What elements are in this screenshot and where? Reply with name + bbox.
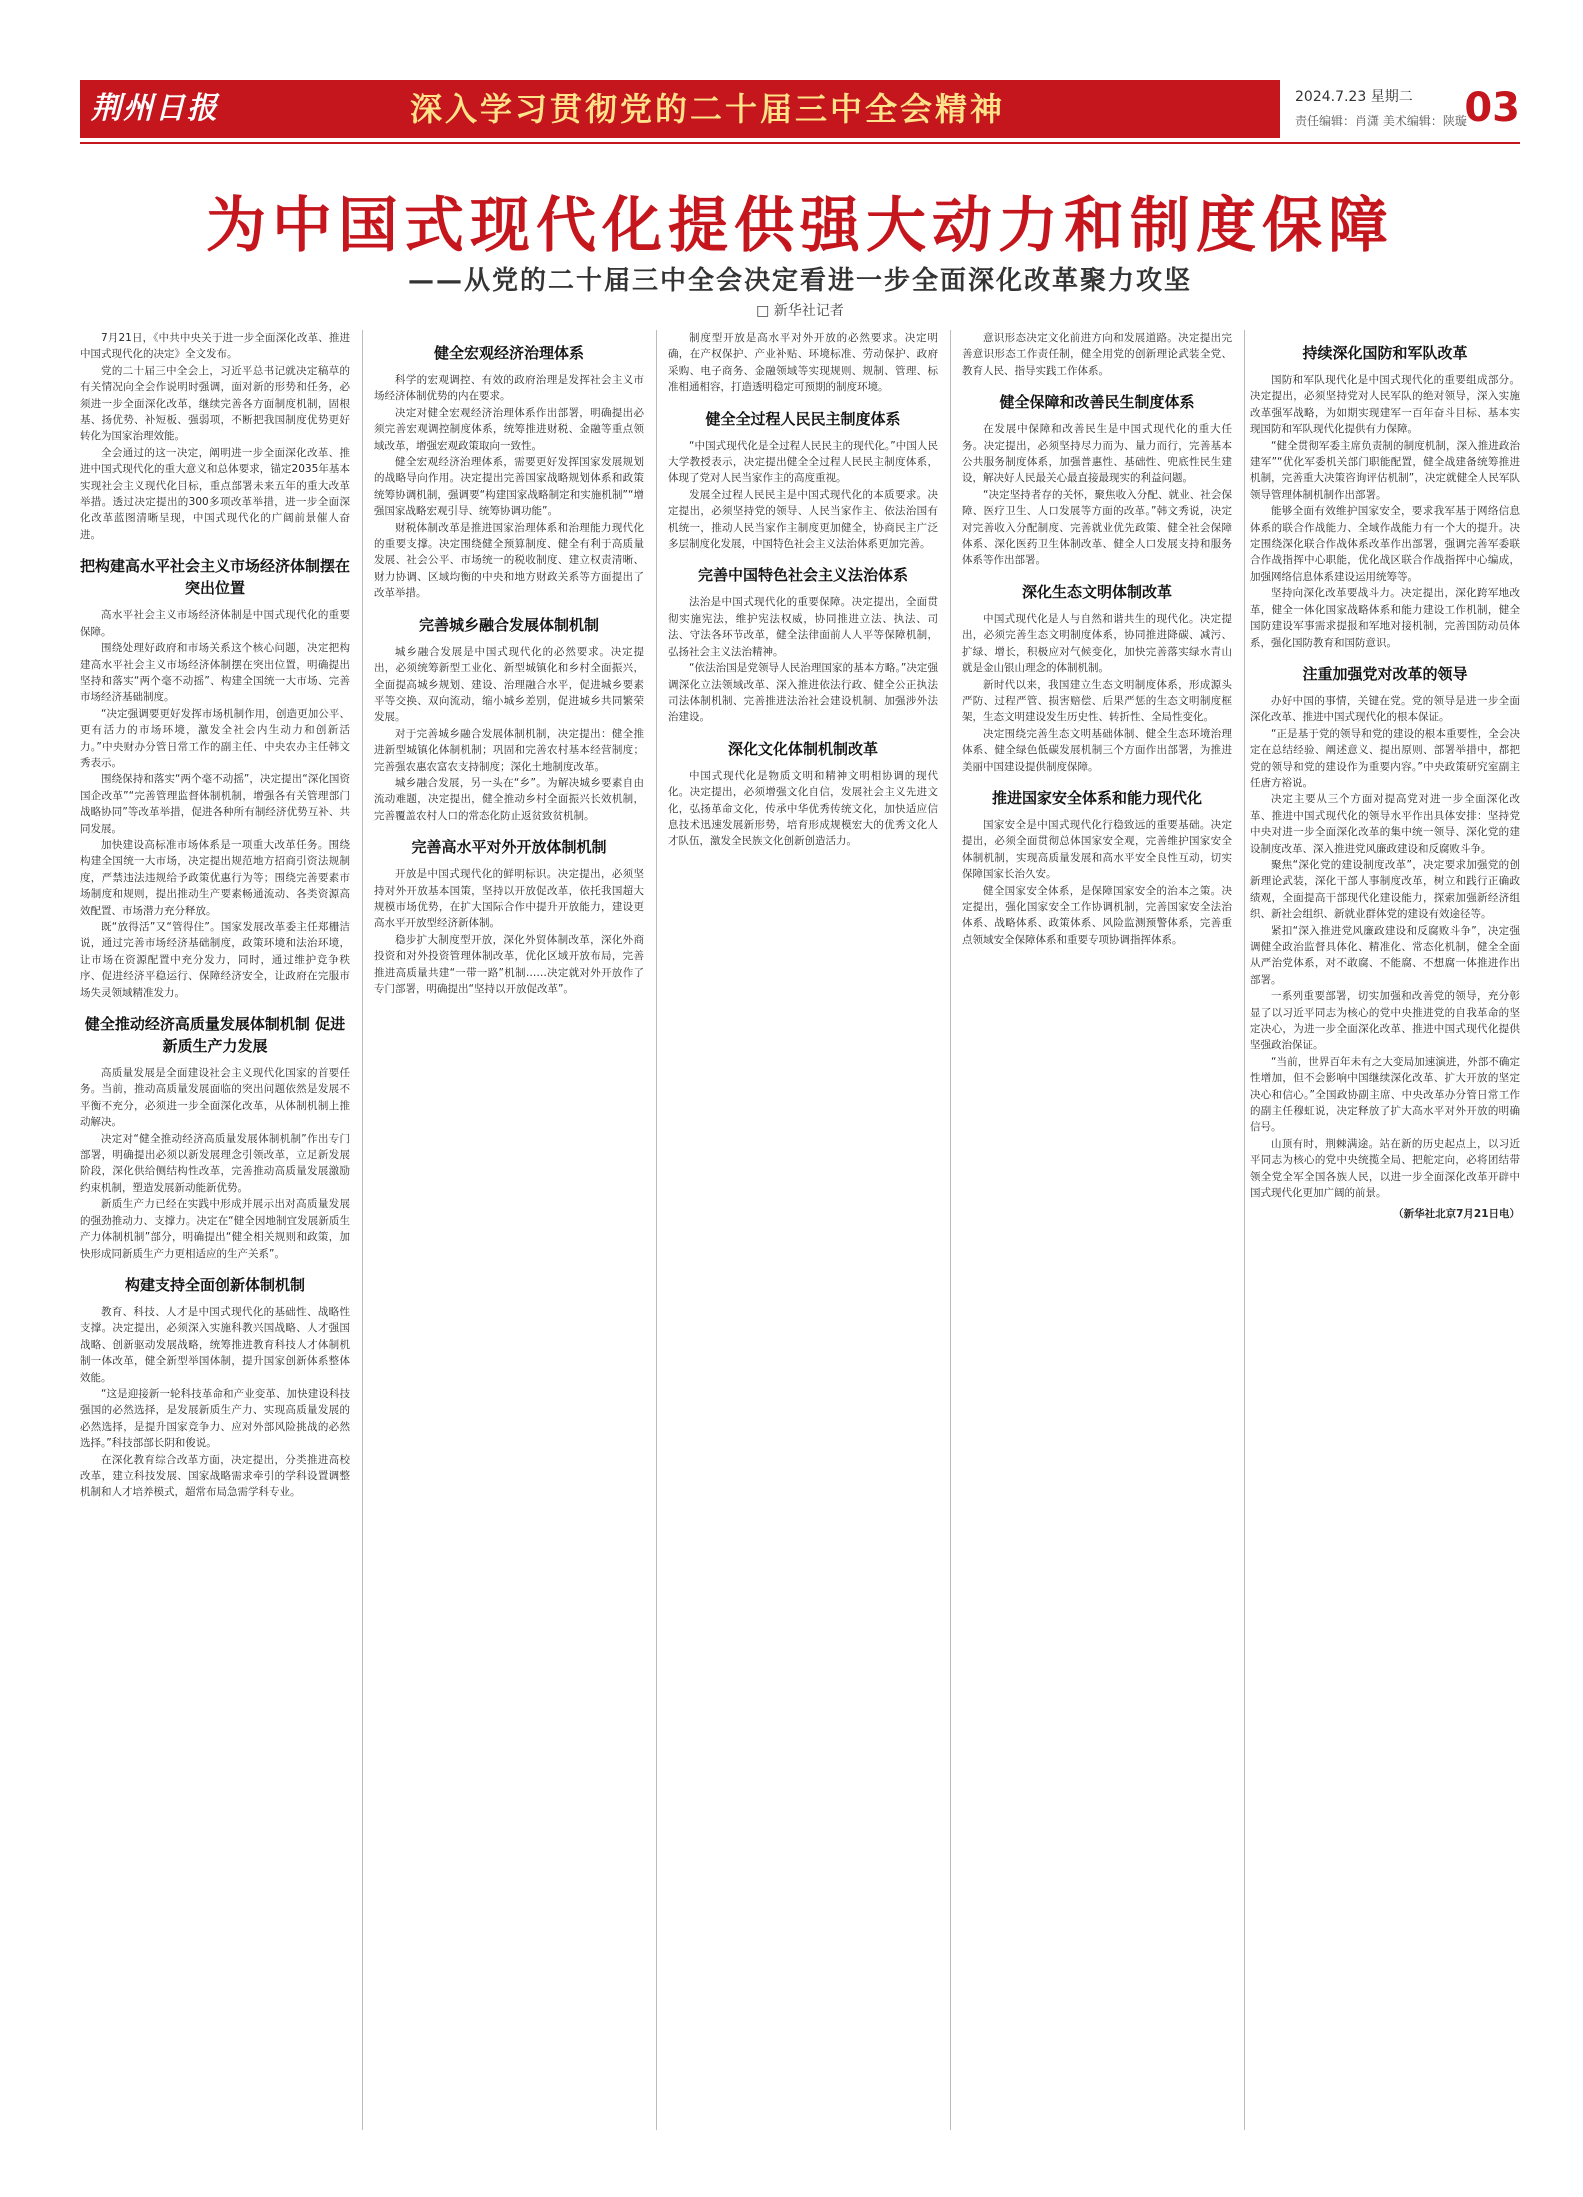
article-byline: □ 新华社记者 [756,303,844,319]
column-divider [362,330,363,2130]
editor-credits: 责任编辑：肖潇 美术编辑：陕璇 [1295,114,1467,128]
paragraph: 健全国家安全体系，是保障国家安全的治本之策。决定提出，强化国家安全工作协调机制，完善国家安全法治体系、战略体系、政策体系、风险监测预警体系，完善重点领域安全保障体系和重要专项协调指挥体系。 [962,884,1232,946]
paragraph: 办好中国的事情，关键在党。党的领导是进一步全面深化改革、推进中国式现代化的根本保证。 [1250,694,1520,724]
paragraph: 发展全过程人民民主是中国式现代化的本质要求。决定提出，必须坚持党的领导、人民当家作主、依法治国有机统一，推动人民当家作主制度更加健全，协商民主广泛多层制度化发展，中国特色社会主义法治体系更加完善。 [668,488,938,551]
paragraph: 意识形态决定文化前进方向和发展道路。决定提出完善意识形态工作责任制，健全用党的创新理论武装全党、教育人民、指导实践工作体系。 [962,332,1232,377]
paragraph: 法治是中国式现代化的重要保障。决定提出，全面贯彻实施宪法，维护宪法权威，协同推进立法、执法、司法、守法各环节改革，健全法律面前人人平等保障机制，弘扬社会主义法治精神。 [668,596,938,658]
section-heading: 构建支持全面创新体制机制 [124,1275,305,1294]
paragraph: 决定主要从三个方面对提高党对进一步全面深化改革、推进中国式现代化的领导水平作出具体安排：坚持党中央对进一步全面深化改革的集中统一领导、深化党的建设制度改革、深入推进党风廉政建设和反腐败斗争。 [1250,793,1520,855]
column-divider [950,330,951,2130]
paragraph: “决定强调要更好发挥市场机制作用，创造更加公平、更有活力的市场环境，激发全社会内生动力和创新活力。”中央财办分管日常工作的副主任、中央农办主任韩文秀表示。 [80,707,350,769]
paragraph: 党的二十届三中全会上，习近平总书记就决定稿草的有关情况向全会作说明时强调，面对新的形势和任务，必须进一步全面深化改革，继续完善各方面制度机制，固根基、扬优势、补短板、强弱项，不断把我国制度优势更好转化为国家治理效能。 [80,364,350,443]
paragraph: 山顶有时，荆棘满途。站在新的历史起点上，以习近平同志为核心的党中央统揽全局、把舵定向，必将团结带领全党全军全国各族人民，以进一步全面深化改革开辟中国式现代化更加广阔的前景。 [1250,1137,1520,1200]
paragraph: “依法治国是党领导人民治理国家的基本方略。”决定强调深化立法领域改革、深入推进依法行政、健全公正执法司法体制机制、完善推进法治社会建设机制、加强涉外法治建设。 [668,662,938,724]
paragraph: 加快建设高标准市场体系是一项重大改革任务。围绕构建全国统一大市场，决定提出规范地方招商引资法规制度，严禁违法违规给予政策优惠行为等；围绕完善要素市场制度和规则，提出推动生产要素畅通流动、各类资源高效配置、市场潜力充分释放。 [80,838,350,917]
paragraph: 围绕处理好政府和市场关系这个核心问题，决定把构建高水平社会主义市场经济体制摆在突出位置，明确提出坚持和落实“两个毫不动摇”、构建全国统一大市场、完善市场经济基础制度。 [80,642,350,704]
paragraph: 决定对“健全推动经济高质量发展体制机制”作出专门部署，明确提出必须以新发展理念引领改革，立足新发展阶段，深化供给侧结构性改革，完善推动高质量发展激励约束机制，塑造发展新动能新优势。 [80,1132,350,1194]
column-1 [80,330,350,2130]
paragraph: “决定坚持者存的关怀，聚焦收入分配、就业、社会保障、医疗卫生、人口发展等方面的改革。”韩文秀说，决定对完善收入分配制度、完善就业优先政策、健全社会保障体系、深化医药卫生体制改革、健全人口发展支持和服务体系等作出部署。 [962,488,1232,567]
paragraph: 国防和军队现代化是中国式现代化的重要组成部分。决定提出，必须坚持党对人民军队的绝对领导，深入实施改革强军战略，为如期实现建军一百年奋斗目标、基本实现国防和军队现代化提供有力保障。 [1250,374,1520,436]
article-headline: 为中国式现代化提供强大动力和制度保障 [206,191,1394,261]
paragraph: 坚持向深化改革要战斗力。决定提出，深化跨军地改革，健全一体化国家战略体系和能力建设工作机制，健全国防建设军事需求提报和军地对接机制，完善国防动员体系，强化国防教育和国防意识。 [1250,587,1520,649]
section-heading: 推进国家安全体系和能力现代化 [991,788,1202,807]
edition-info [1295,84,1520,138]
paragraph: 中国式现代化是人与自然和谐共生的现代化。决定提出，必须完善生态文明制度体系，协同推进降碳、减污、扩绿、增长，积极应对气候变化，加快完善落实绿水青山就是金山银山理念的体制机制。 [962,612,1232,675]
paragraph: 中国式现代化是物质文明和精神文明相协调的现代化。决定提出，必须增强文化自信，发展社会主义先进文化，弘扬革命文化，传承中华优秀传统文化，加快适应信息技术迅速发展新形势，培育形成规模宏大的优秀文化人才队伍，激发全民族文化创新创造活力。 [668,769,938,848]
section-heading: 健全保障和改善民生制度体系 [999,393,1195,412]
paragraph: 能够全面有效维护国家安全，要求我军基于网络信息体系的联合作战能力、全域作战能力有一个大的提升。决定围绕深化联合作战体系改革作出部署，强调完善军委联合作战指挥中心职能，优化战区联合作战指挥中心编成，加强网络信息体系建设运用统筹等。 [1250,505,1520,583]
newspaper-logo: 荆州日报 [80,80,230,138]
section-heading: 深化生态文明体制改革 [1021,582,1172,601]
column-2 [374,330,644,2130]
masthead [80,80,1520,138]
paragraph: 开放是中国式现代化的鲜明标识。决定提出，必须坚持对外开放基本国策，坚持以开放促改革，依托我国超大规模市场优势，在扩大国际合作中提升开放能力，建设更高水平开放型经济新体制。 [374,868,644,930]
paragraph: 科学的宏观调控、有效的政府治理是发挥社会主义市场经济体制优势的内在要求。 [374,374,644,403]
column-divider [656,330,657,2130]
column-5 [1250,330,1520,2130]
paragraph: “正是基于党的领导和党的建设的根本重要性，全会决定在总结经验、阐述意义、提出原则、部署举措中，都把党的领导和党的建设作为重要内容。”中央政策研究室副主任唐方裕说。 [1250,727,1520,789]
paragraph: 城乡融合发展是中国式现代化的必然要求。决定提出，必须统筹新型工业化、新型城镇化和乡村全面振兴，全面提高城乡规划、建设、治理融合水平，促进城乡要素平等交换、双向流动，缩小城乡差别，促进城乡共同繁荣发展。 [374,645,644,724]
paragraph: 财税体制改革是推进国家治理体系和治理能力现代化的重要支撑。决定围绕健全预算制度、健全有利于高质量发展、社会公平、市场统一的税收制度、建立权责清晰、财力协调、区域均衡的中央和地方财政关系等方面提出了改革举措。 [374,521,644,600]
section-heading: 注重加强党对改革的领导 [1302,664,1468,683]
section-heading: 健全宏观经济治理体系 [433,344,584,362]
paragraph: 全会通过的这一决定，阐明进一步全面深化改革、推进中国式现代化的重大意义和总体要求，锚定2035年基本实现社会主义现代化目标，重点部署未来五年的重大改革举措。透过决定提出的300多项改革举措，进一步全面深化改革蓝图清晰呈现，中国式现代化的广阔前景催人奋进。 [80,446,350,541]
column-4 [962,330,1232,2130]
section-heading: 完善城乡融合发展体制机制 [418,615,599,634]
paragraph: 新时代以来，我国建立生态文明制度体系，形成源头严防、过程严管、损害赔偿、后果严惩的生态文明制度框架，生态文明建设发生历史性、转折性、全局性变化。 [962,678,1232,724]
paragraph: 制度型开放是高水平对外开放的必然要求。决定明确，在产权保护、产业补贴、环境标准、劳动保护、政府采购、电子商务、金融领域等实现规则、规制、管理、标准相通相容，打造透明稳定可预期的制度环境。 [668,332,938,394]
section-banner: 深入学习贯彻党的二十届三中全会精神 [230,80,1280,138]
paragraph: 决定对健全宏观经济治理体系作出部署，明确提出必须完善宏观调控制度体系，统筹推进财税、金融等重点领域改革，增强宏观政策取向一致性。 [374,406,644,452]
paragraph: 紧扣“深入推进党风廉政建设和反腐败斗争”，决定强调健全政治监督具体化、精准化、常态化机制，健全全面从严治党体系，对不敢腐、不能腐、不想腐一体推进作出部署。 [1250,924,1520,986]
section-heading: 完善中国特色社会主义法治体系 [697,566,908,585]
paragraph: “这是迎接新一轮科技革命和产业变革、加快建设科技强国的必然选择，是发展新质生产力、实现高质量发展的必然选择，是提升国家竞争力、应对外部风险挑战的必然选择。”科技部部长阴和俊说。 [80,1387,350,1450]
issue-date: 2024.7.23 星期二 [1295,89,1413,105]
paragraph: 7月21日，《中共中央关于进一步全面深化改革、推进中国式现代化的决定》全文发布。 [80,332,350,361]
paragraph: 高水平社会主义市场经济体制是中国式现代化的重要保障。 [80,609,350,638]
column-divider [1244,330,1245,2130]
section-heading: 深化文化体制机制改革 [727,739,878,758]
column-3 [668,330,938,2130]
paragraph: 在发展中保障和改善民生是中国式现代化的重大任务。决定提出，必须坚持尽力而为、量力而行，完善基本公共服务制度体系，加强普惠性、基础性、兜底性民生建设，解决好人民最关心最直接最现实的利益问题。 [962,423,1232,485]
paragraph: “当前，世界百年未有之大变局加速演进，外部不确定性增加，但不会影响中国继续深化改革、扩大开放的坚定决心和信心。”全国政协副主席、中央改革办分管日常工作的副主任穆虹说，决定释放了扩大高水平对外开放的明确信号。 [1250,1055,1520,1134]
paragraph: 既“放得活”又“管得住”。国家发展改革委主任郑栅洁说，通过完善市场经济基础制度，政策环境和法治环境，让市场在资源配置中充分发力，同时，通过维护竞争秩序、促进经济平稳运行、保障经济安全，让政府在完服市场失灵领域精准发力。 [80,921,350,999]
section-heading: 健全全过程人民民主制度体系 [705,409,901,428]
article-signoff: （新华社北京7月21日电） [1393,1207,1520,1220]
section-heading: 健全推动经济高质量发展体制机制 促进新质生产力发展 [84,1015,346,1056]
paragraph: 围绕保持和落实“两个毫不动摇”，决定提出“深化国资国企改革”“完善管理监督体制机制，增强各有关管理部门战略协同”等改革举措，促进各种所有制经济优势互补、共同发展。 [80,773,350,835]
paragraph: 对于完善城乡融合发展体制机制，决定提出：健全推进新型城镇化体制机制；巩固和完善农村基本经营制度；完善强农惠农富农支持制度；深化土地制度改革。 [374,727,644,773]
paragraph: 高质量发展是全面建设社会主义现代化国家的首要任务。当前，推动高质量发展面临的突出问题依然是发展不平衡不充分，必须进一步全面深化改革，从体制机制上推动解决。 [80,1067,350,1129]
paragraph: 聚焦“深化党的建设制度改革”，决定要求加强党的创新理论武装，深化干部人事制度改革，树立和践行正确政绩观，全面提高干部现代化建设能力，探索加强新经济组织、新社会组织、新就业群体党的建设有效途径等。 [1250,858,1520,921]
paragraph: 国家安全是中国式现代化行稳致远的重要基础。决定提出，必须全面贯彻总体国家安全观，完善维护国家安全体制机制，实现高质量发展和高水平安全良性互动，切实保障国家长治久安。 [962,818,1232,881]
paragraph: 稳步扩大制度型开放，深化外贸体制改革，深化外商投资和对外投资管理体制改革，优化区域开放布局，完善推进高质量共建“一带一路”机制……决定就对外开放作了专门部署，明确提出“坚持以开放促改革”。 [374,933,644,995]
paragraph: “中国式现代化是全过程人民民主的现代化。”中国人民大学教授表示，决定提出健全全过程人民民主制度体系，体现了党对人民当家作主的高度重视。 [668,439,938,485]
paragraph: “健全贯彻军委主席负责制的制度机制，深入推进政治建军”“优化军委机关部门职能配置，健全战建备统筹推进机制，完善重大决策咨询评估机制”，决定就健全人民军队领导管理体制机制作出部署。 [1250,439,1520,501]
page-number: 03 [1464,85,1520,131]
paragraph: 在深化教育综合改革方面，决定提出，分类推进高校改革，建立科技发展、国家战略需求牵引的学科设置调整机制和人才培养模式，超常布局急需学科专业。 [80,1453,350,1499]
paragraph: 决定围绕完善生态文明基础体制、健全生态环境治理体系、健全绿色低碳发展机制三个方面作出部署，为推进美丽中国建设提供制度保障。 [962,727,1232,773]
section-heading: 持续深化国防和军队改革 [1302,344,1468,362]
paragraph: 教育、科技、人才是中国式现代化的基础性、战略性支撑。决定提出，必须深入实施科教兴国战略、人才强国战略、创新驱动发展战略，统筹推进教育科技人才体制机制一体改革，健全新型举国体制，提升国家创新体系整体效能。 [80,1305,350,1384]
paragraph: 新质生产力已经在实践中形成并展示出对高质量发展的强劲推动力、支撑力。决定在“健全因地制宜发展新质生产力体制机制”部分，明确提出“健全相关规则和政策，加快形成同新质生产力更相适应的生产关系”。 [80,1198,350,1260]
paragraph: 健全宏观经济治理体系，需要更好发挥国家发展规划的战略导向作用。决定提出完善国家战略规划体系和政策统筹协调机制，强调要“构建国家战略制定和实施机制”“增强国家战略宏观引导、统筹协调功能”。 [374,456,644,518]
section-heading: 完善高水平对外开放体制机制 [411,838,607,857]
paragraph: 一系列重要部署，切实加强和改善党的领导，充分彰显了以习近平同志为核心的党中央推进党的自我革命的坚定决心，为进一步全面深化改革、推进中国式现代化提供坚强政治保证。 [1250,990,1520,1052]
section-heading: 把构建高水平社会主义市场经济体制摆在突出位置 [80,557,350,598]
paragraph: 城乡融合发展，另一头在“乡”。为解决城乡要素自由流动难题，决定提出，健全推动乡村全面振兴长效机制，完善覆盖农村人口的常态化防止返贫致贫机制。 [374,776,644,822]
header-rule [80,142,1520,144]
article-subhead: ——从党的二十届三中全会决定看进一步全面深化改革聚力攻坚 [407,266,1192,296]
article-body [80,330,1520,2130]
